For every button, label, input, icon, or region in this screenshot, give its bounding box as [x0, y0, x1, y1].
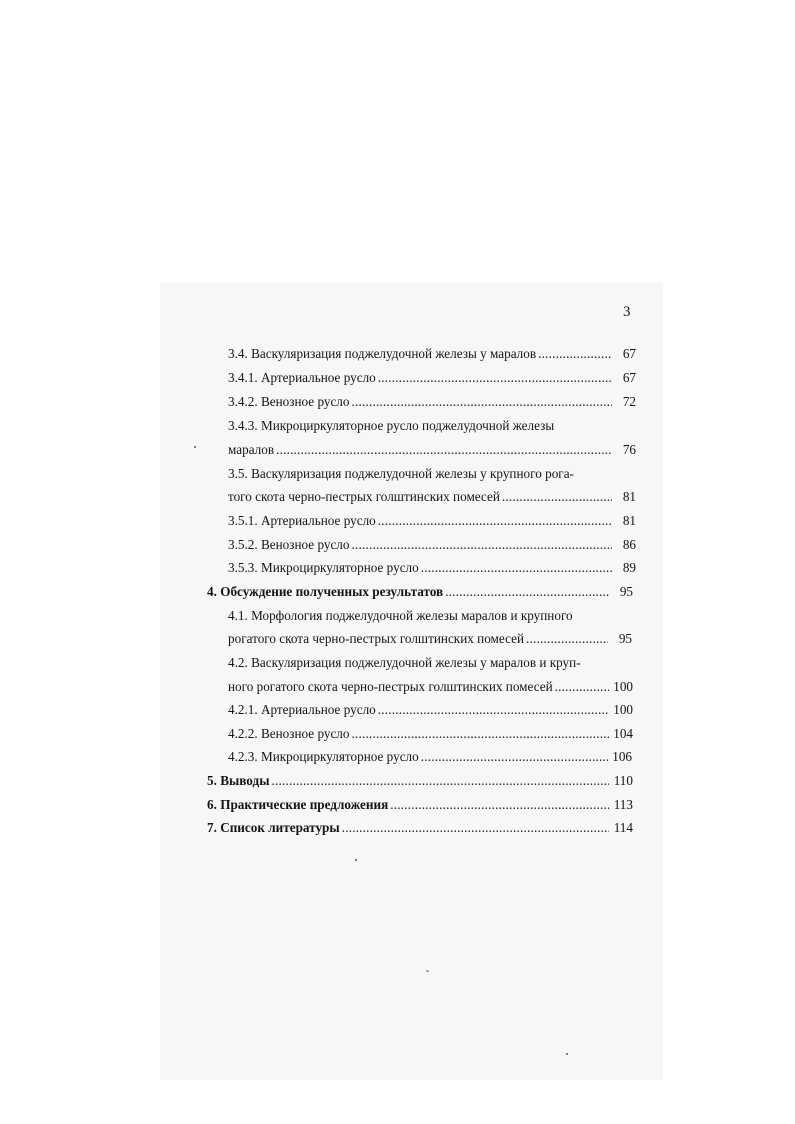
toc-entry-label: 3.4. Васкуляризация поджелудочной железы у маралов	[228, 346, 537, 361]
toc-entry-label: 6. Практические предложения	[207, 797, 389, 812]
toc-entry-page: 76	[622, 442, 636, 457]
toc-entry-label: 4.2.1. Артериальное русло	[228, 702, 376, 717]
toc-entry-page: 113	[613, 797, 633, 812]
toc-entry-label: 3.5.2. Венозное русло	[228, 537, 350, 552]
toc-entry-3-5-line1: 3.5. Васкуляризация поджелудочной железы у крупного рога-	[228, 466, 574, 481]
toc-leader-dots	[276, 441, 612, 459]
toc-entry-4-1	[228, 630, 632, 648]
toc-entry-4-2-2	[228, 725, 633, 743]
toc-entry-page: 81	[622, 513, 636, 528]
toc-entry-page: 100	[613, 702, 633, 717]
toc-entry-4-1-line1: 4.1. Морфология поджелудочной железы маралов и крупного	[228, 608, 573, 623]
toc-entry-4-2-1	[228, 701, 633, 719]
toc-entry-page: 86	[622, 537, 636, 552]
toc-entry-3-5-3	[228, 559, 636, 577]
toc-entry-page: 100	[613, 679, 633, 694]
toc-leader-dots	[555, 678, 609, 696]
toc-leader-dots	[421, 748, 608, 766]
toc-entry-page: 104	[613, 726, 633, 741]
toc-entry-page: 95	[619, 584, 633, 599]
toc-entry-label: 3.5.3. Микроциркуляторное русло	[228, 560, 419, 575]
toc-leader-dots	[351, 725, 609, 743]
toc-entry-label: 4.2.2. Венозное русло	[228, 726, 350, 741]
scan-speck	[566, 1053, 568, 1055]
toc-leader-dots	[351, 536, 612, 554]
toc-entry-5	[207, 772, 633, 790]
toc-entry-label: ного рогатого скота черно-пестрых голштинских помесей	[228, 679, 553, 694]
toc-leader-dots	[421, 559, 612, 577]
toc-leader-dots	[378, 701, 609, 719]
toc-entry-3-4	[228, 345, 636, 363]
scan-speck	[355, 859, 357, 861]
toc-entry-page: 72	[622, 394, 636, 409]
toc-entry-3-4-1	[228, 369, 636, 387]
toc-entry-label: 5. Выводы	[207, 773, 270, 788]
toc-entry-page: 106	[612, 749, 632, 764]
toc-leader-dots	[526, 630, 608, 648]
toc-entry-label: того скота черно-пестрых голштинских помесей	[228, 489, 500, 504]
toc-entry-3-4-2	[228, 393, 636, 411]
toc-leader-dots	[378, 369, 612, 387]
toc-entry-label: маралов	[228, 442, 275, 457]
toc-entry-3-5-2	[228, 536, 636, 554]
toc-entry-label: 3.4.2. Венозное русло	[228, 394, 350, 409]
toc-entry-3-5	[228, 488, 636, 506]
toc-entry-7	[207, 819, 633, 837]
toc-leader-dots	[445, 583, 609, 601]
toc-entry-label: 3.5.1. Артериальное русло	[228, 513, 376, 528]
toc-leader-dots	[342, 819, 609, 837]
toc-leader-dots	[272, 772, 610, 790]
toc-entry-4-2	[228, 678, 633, 696]
toc-entry-label: 7. Список литературы	[207, 820, 340, 835]
toc-leader-dots	[378, 512, 612, 530]
toc-entry-page: 89	[622, 560, 636, 575]
toc-leader-dots	[390, 796, 609, 814]
toc-entry-3-4-3-line1: 3.4.3. Микроциркуляторное русло поджелудочной железы	[228, 418, 555, 433]
scan-speck	[194, 446, 196, 448]
toc-leader-dots	[351, 393, 612, 411]
toc-entry-6	[207, 796, 633, 814]
toc-leader-dots	[502, 488, 612, 506]
toc-leader-dots	[538, 345, 612, 363]
toc-entry-label: 3.4.1. Артериальное русло	[228, 370, 376, 385]
toc-entry-label: 4. Обсуждение полученных результатов	[207, 584, 444, 599]
toc-entry-label: рогатого скота черно-пестрых голштинских помесей	[228, 631, 525, 646]
toc-entry-label: 4.2.3. Микроциркуляторное русло	[228, 749, 419, 764]
toc-entry-page: 110	[613, 773, 633, 788]
toc-entry-3-4-3	[228, 441, 636, 459]
toc-entry-4-2-3	[228, 748, 632, 766]
toc-entry-page: 114	[613, 820, 633, 835]
page-number: 3	[623, 304, 631, 320]
toc-entry-page: 95	[618, 631, 632, 646]
toc-entry-page: 67	[622, 346, 636, 361]
toc-entry-page: 81	[622, 489, 636, 504]
toc-entry-3-5-1	[228, 512, 636, 530]
toc-entry-4-2-line1: 4.2. Васкуляризация поджелудочной железы у маралов и круп-	[228, 655, 581, 670]
scan-speck	[426, 970, 429, 972]
toc-entry-4	[207, 583, 633, 601]
toc-entry-page: 67	[622, 370, 636, 385]
